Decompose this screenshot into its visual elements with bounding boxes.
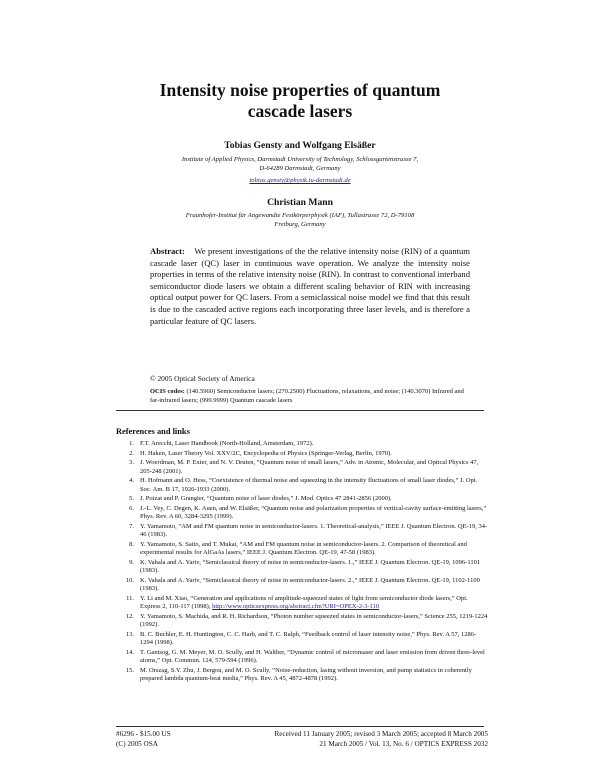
author-email-link[interactable]: tobias.gensty@physik.tu-darmstadt.de	[249, 177, 351, 184]
reference-item	[116, 440, 488, 448]
reference-number: 13.	[125, 630, 134, 638]
reference-number: 12.	[125, 612, 134, 620]
reference-number: 6.	[129, 504, 134, 512]
affiliation-1-line-1: Institute of Applied Physics, Darmstadt University of Technology, Schlossgartenstrasse 7,	[181, 156, 419, 163]
reference-item	[116, 450, 488, 458]
affiliation-1	[130, 155, 470, 173]
reference-list	[116, 440, 488, 685]
reference-item	[116, 649, 488, 666]
reference-item	[116, 595, 488, 612]
paper-title	[100, 80, 500, 122]
reference-number: 15.	[125, 666, 134, 674]
footer-copyright: (C) 2005 OSA	[116, 739, 158, 748]
reference-text: B. C. Buchler, E. H. Huntington, C. C. Harb, and T. C. Ralph, “Feedback control of laser intensity noise,” Phys. Rev. A 57, 1286-1294 (1998).	[140, 630, 477, 647]
reference-text: Y. Yamamoto, S. Saito, and T. Mukai, “AM and FM quantum noise in semiconductor-lasers. 2. Comparison of theoretical and experimental results for AlGaAs lasers,” IEEE J. Quantum Electron. QE-19, 47-58 (1983).	[140, 540, 467, 557]
copyright-notice: © 2005 Optical Society of America	[150, 374, 255, 383]
reference-number: 14.	[125, 648, 134, 656]
affiliation-2	[130, 211, 470, 229]
reference-text: Y. Yamamoto, S. Machida, and R. H. Richardson, “Photon number squeezed states in semiconductor-lasers,” Science 255, 1219-1224 (1992).	[140, 612, 488, 629]
reference-link[interactable]: http://www.opticsexpress.org/abstract.cfm?URI=OPEX-2-3-110	[212, 603, 380, 611]
reference-text: F.T. Arecchi, Laser Handbook (North-Holland, Amsterdam, 1972).	[140, 440, 314, 447]
reference-text: J. Woerdman, M. P. Exter, and N. V. Druten, “Quantum noise of small lasers,” Adv. in Atomic, Molecular, and Optical Physics 47, 205-248 (2001).	[140, 459, 479, 475]
footer-dates: Received 11 January 2005; revised 3 March 2005; accepted 8 March 2005	[274, 730, 488, 738]
reference-number: 5.	[129, 495, 134, 503]
author-names-1: Tobias Gensty and Wolfgang Elsäßer	[224, 140, 376, 151]
footer-citation: 21 March 2005 / Vol. 13, No. 6 / OPTICS EXPRESS 2032	[319, 739, 488, 748]
reference-item	[116, 631, 488, 648]
reference-text: Y. Li and M. Xiao, “Generation and applications of amplitude-squeezed states of light from semiconductor diode lasers,” Opt. Express 2, 110-117 (1998),	[140, 594, 468, 611]
reference-item	[116, 477, 488, 494]
reference-number: 9.	[129, 558, 134, 566]
reference-item	[116, 495, 488, 503]
reference-text: H. Haken, Laser Theory Vol. XXV/2C, Encyclopedia of Physics (Springer-Verlag, Berlin, 1970).	[140, 449, 392, 457]
footer-right	[275, 730, 489, 749]
reference-number: 2.	[129, 449, 134, 457]
divider-rule	[116, 410, 484, 411]
reference-item	[116, 577, 488, 594]
reference-number: 1.	[129, 440, 134, 447]
reference-number: 4.	[129, 477, 134, 485]
ocis-text: (140.5960) Semiconductor lasers; (270.2500) Fluctuations, relaxations, and noise; (140.3070) Infrared and far-infrared lasers; (999.9999) Quantum cascade lasers	[150, 388, 464, 404]
reference-number: 8.	[129, 540, 134, 548]
footer-price: #6296 - $15.00 US	[116, 730, 171, 738]
reference-text: K. Vahala and A. Yariv, “Semiclassical theory of noise in semiconductor-lasers. 2.,” IEEE J. Quantum Electron. QE-19, 1102-1109 (1983).	[140, 576, 480, 593]
reference-text: T. Gantsog, G. M. Meyer, M. O. Scully, and H. Walther, “Dynamic control of micromaser and laser emission from driven three-level atoms,” Opt. Commun. 124, 579-594 (1996).	[140, 648, 485, 665]
affiliation-2-line-1: Fraunhofer-Institut für Angewandte Festkörperphysik (IAF), Tullastrasse 72, D-79108	[185, 212, 415, 219]
abstract-label: Abstract:	[150, 246, 185, 256]
ocis-codes	[150, 388, 470, 405]
reference-text: Y. Yamamoto, “AM and FM quantum noise in semiconductor-lasers. 1. Theoretical-analysis,” IEEE J. Quantum Electron. QE-19, 34-46 (1983).	[140, 522, 488, 539]
author-names-2: Christian Mann	[267, 197, 333, 208]
reference-item	[116, 667, 488, 684]
reference-item	[116, 459, 488, 476]
footer-rule	[116, 726, 484, 727]
reference-number: 11.	[126, 594, 134, 602]
reference-text: J.-L. Vey, C. Degen, K. Auen, and W. Elsäßer, “Quantum noise and polarization properties of vertical-cavity surface-emitting lasers,” Phys. Rev. A 60, 3284-3295 (1999).	[140, 504, 487, 521]
affiliation-1-line-2: D-64289 Darmstadt, Germany	[259, 165, 341, 172]
reference-item	[116, 559, 488, 576]
abstract	[150, 246, 470, 327]
ocis-label: OCIS codes:	[150, 388, 185, 395]
reference-item	[116, 523, 488, 540]
reference-number: 7.	[129, 522, 134, 530]
abstract-text: We present investigations of the the relative intensity noise (RIN) of a quantum cascade laser (QC) laser in continuous wave operation. We analyze the intensity noise properties in terms of the relative intensity noise (RIN). In contrast to conventional interband semiconductor diode lasers we obtain a different scaling behavior of RIN with increasing optical output power for QC lasers. From a semiclassical noise model we find that this result is due to the cascaded active regions each incorporating three laser levels, and is therefore a particular feature of QC lasers.	[150, 246, 470, 326]
affiliation-2-line-2: Freiburg, Germany	[274, 221, 326, 228]
reference-item	[116, 505, 488, 522]
footer-left	[116, 730, 171, 749]
title-line-1: Intensity noise properties of quantum	[159, 80, 441, 100]
reference-text: J. Poizat and P. Grangier, “Quantum noise of laser diodes,” J. Mod. Optics 47 2841-2856 (2000).	[140, 495, 392, 503]
title-line-2: cascade lasers	[247, 101, 353, 121]
reference-text: H. Hofmann and O. Hess, “Coexistence of thermal noise and squeezing in the intensity fluctuations of small laser diodes,” J. Opt. Soc. Am. B 17, 1926-1933 (2000).	[140, 477, 478, 493]
references-heading: References and links	[116, 427, 190, 436]
reference-text: K. Vahala and A. Yariv, “Semiclassical theory of noise in semiconductor-lasers. 1.,” IEEE J. Quantum Electron. QE-19, 1096-1101 (1983).	[140, 558, 481, 575]
reference-item	[116, 613, 488, 630]
reference-item	[116, 541, 488, 558]
reference-number: 10.	[125, 576, 134, 584]
reference-text: M. Orszag, S.Y. Zhu, J. Bergou, and M. O. Scully, “Noise-reduction, lasing without inversion, and pump statistics in coherently prepared lambda quantum-beat media,” Phys. Rev. A 45, 4872-4878 (1992).	[140, 666, 472, 683]
reference-number: 3.	[129, 459, 134, 467]
